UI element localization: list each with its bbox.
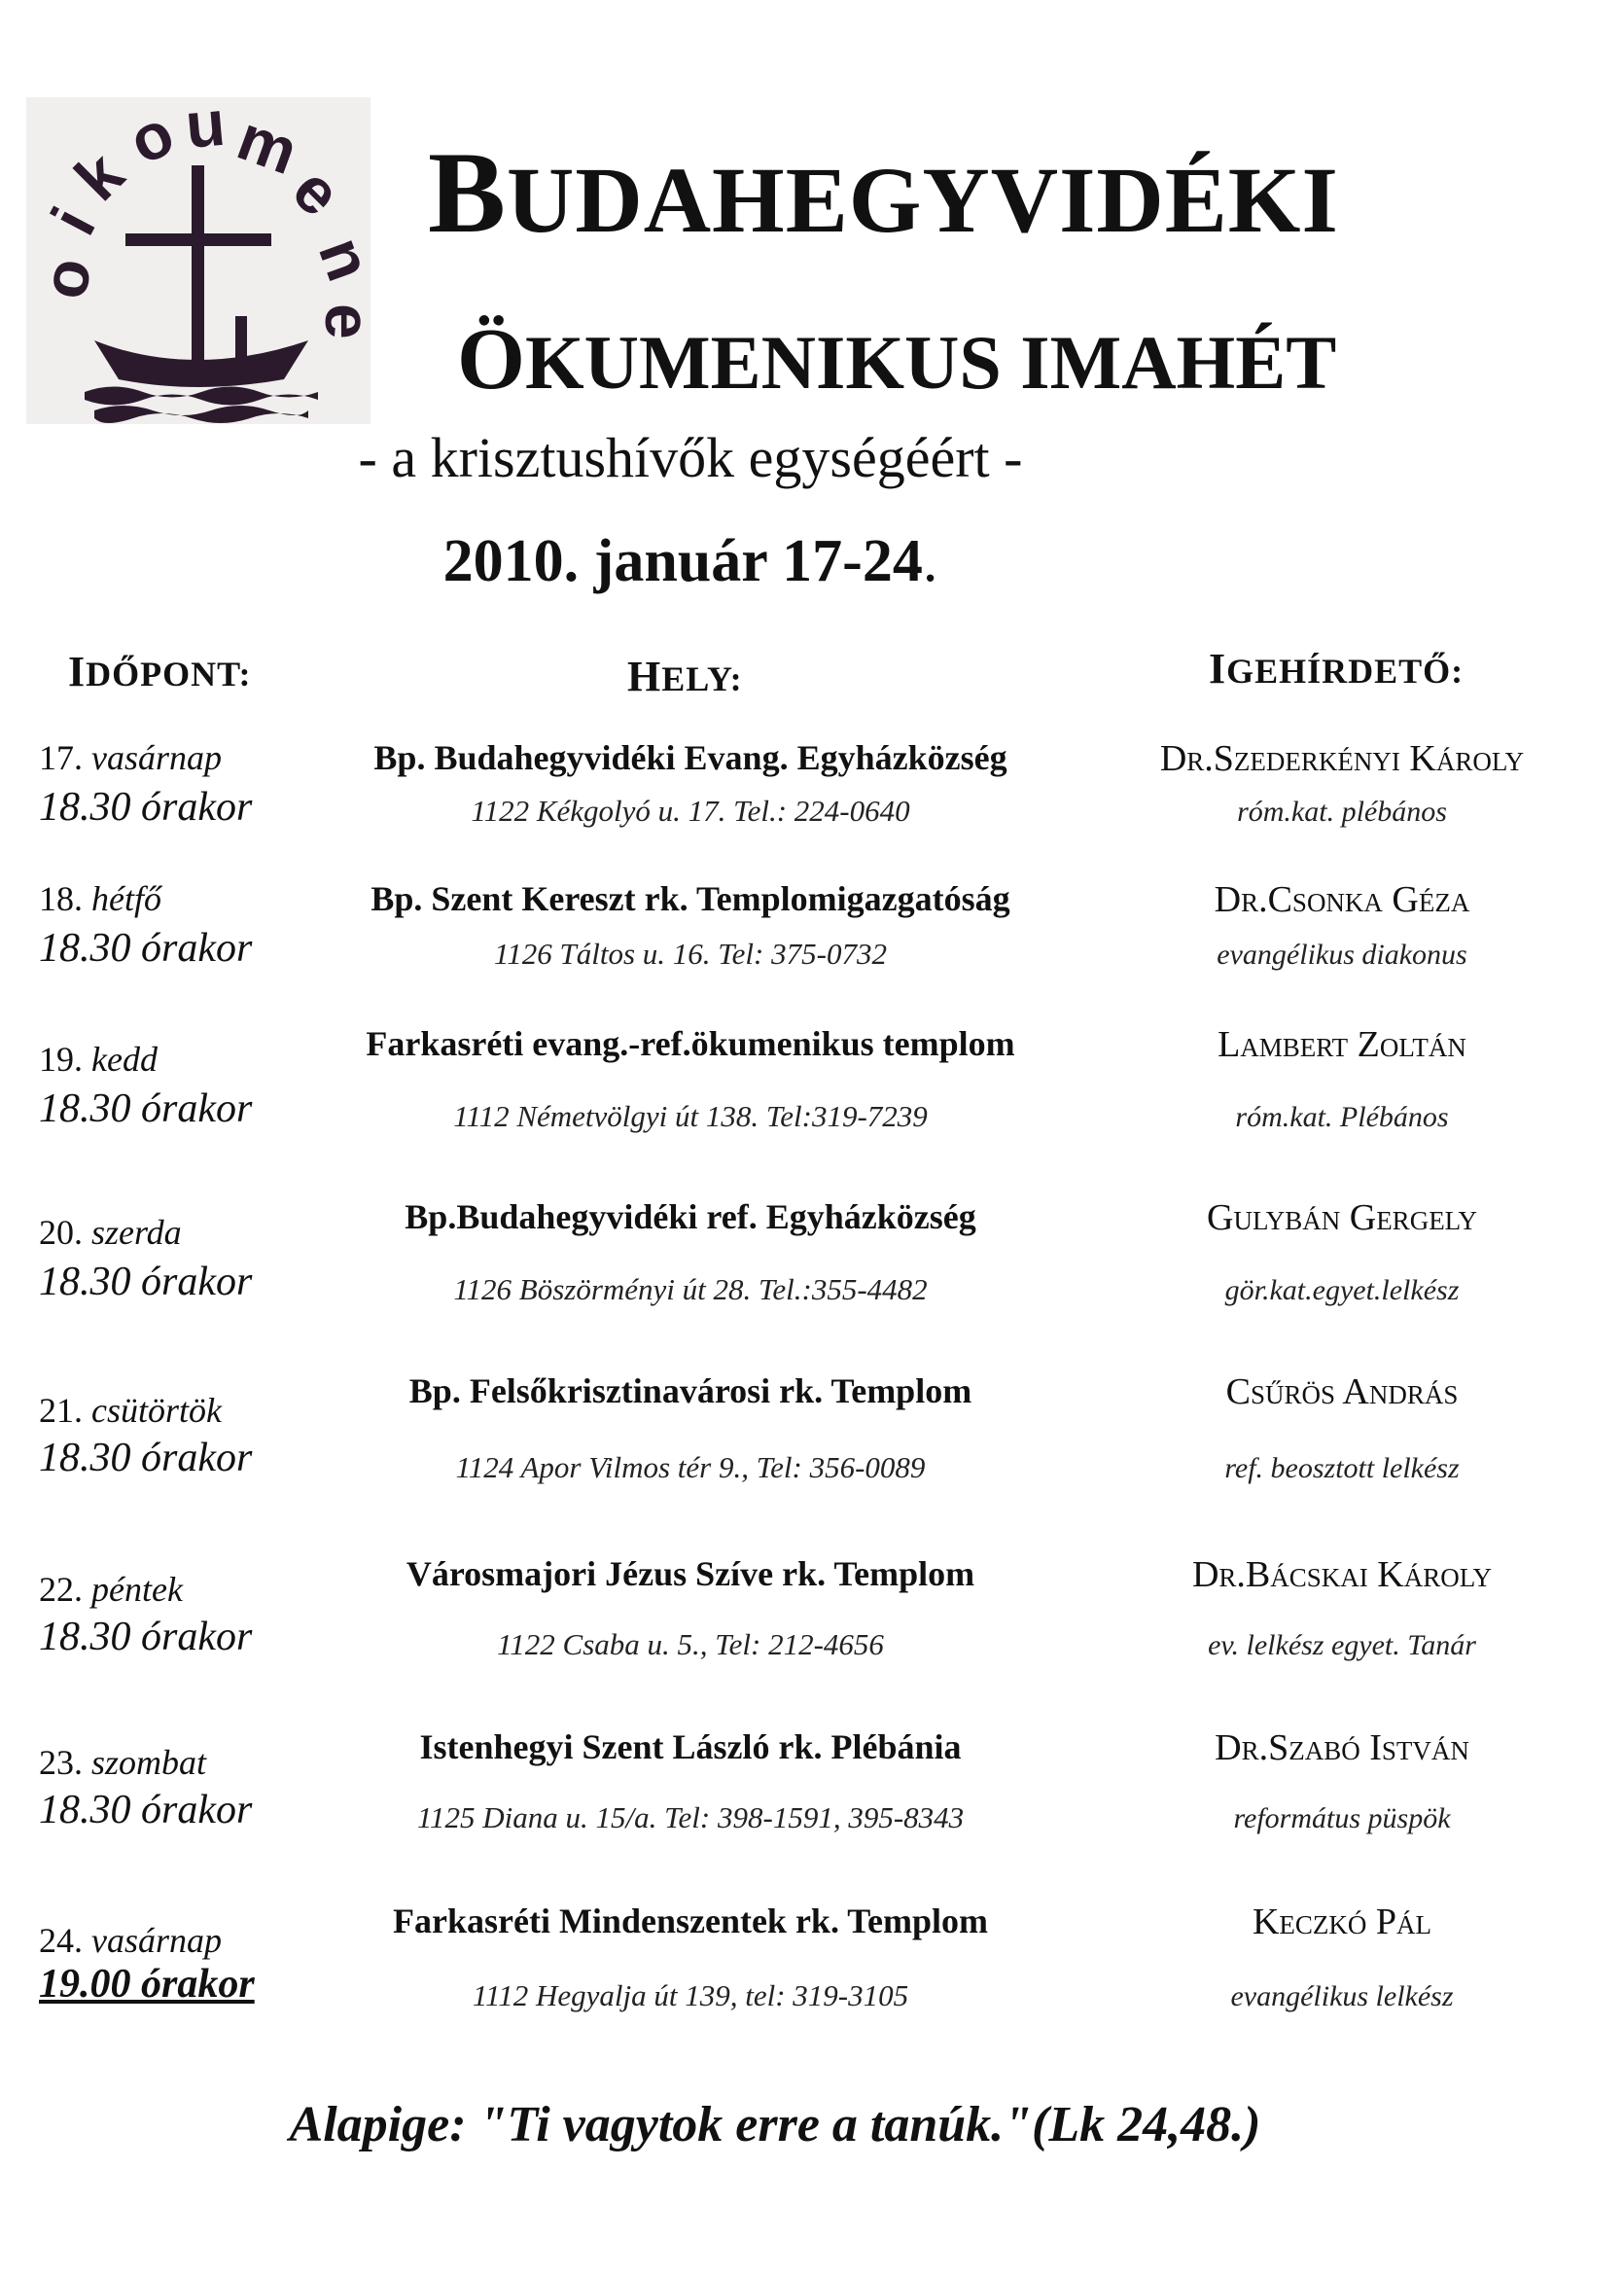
row-time: 19.00 órakor (39, 1962, 255, 2007)
row-day: 17. vasárnap (39, 738, 222, 777)
row-place: Bp.Budahegyvidéki ref. Egyházközség (405, 1197, 976, 1236)
svg-text:e: e (279, 153, 356, 230)
svg-text:e: e (312, 303, 384, 339)
svg-text:m: m (229, 100, 307, 189)
row-preacher: Dr.Szederkényi Károly (1159, 738, 1525, 779)
row-address: 1124 Apor Vilmos tér 9., Tel: 356-0089 (455, 1450, 926, 1484)
row-day: 19. kedd (39, 1040, 158, 1079)
row-time: 18.30 órakor (39, 1436, 253, 1480)
row-address: 1122 Kékgolyó u. 17. Tel.: 224-0640 (471, 794, 910, 828)
row-time: 18.30 órakor (39, 1615, 253, 1659)
row-preacher-role: ev. lelkész egyet. Tanár (1208, 1629, 1476, 1661)
row-preacher: Dr.Bácskai Károly (1191, 1554, 1493, 1595)
row-address: 1122 Csaba u. 5., Tel: 212-4656 (497, 1627, 884, 1661)
row-time: 18.30 órakor (39, 1260, 253, 1304)
row-preacher: Csűrös András (1225, 1371, 1459, 1412)
row-day: 21. csütörtök (39, 1391, 222, 1430)
row-address: 1126 Táltos u. 16. Tel: 375-0732 (494, 937, 887, 971)
row-address: 1126 Böszörményi út 28. Tel.:355-4482 (453, 1272, 928, 1306)
page-subtitle: ÖKUMENIKUS IMAHÉT (457, 311, 1337, 408)
svg-text:o: o (118, 95, 185, 178)
oikoumene-emblem-icon (26, 86, 387, 424)
column-header-preacher: IGEHÍRDETŐ: (1209, 645, 1465, 693)
row-preacher: Dr.Csonka Géza (1214, 879, 1470, 920)
row-preacher: Gulybán Gergely (1207, 1197, 1477, 1238)
row-address: 1125 Diana u. 15/a. Tel: 398-1591, 395-8343 (416, 1800, 965, 1834)
row-day: 20. szerda (39, 1213, 182, 1252)
row-preacher: Lambert Zoltán (1218, 1024, 1466, 1065)
row-day: 23. szombat (39, 1743, 207, 1782)
row-preacher: Keczkó Pál (1252, 1902, 1432, 1942)
row-time: 18.30 órakor (39, 785, 253, 830)
page-title: BUDAHEGYVIDÉKI (428, 127, 1339, 257)
svg-text:k: k (60, 137, 137, 214)
event-dates: 2010. január 17-24. (442, 528, 938, 594)
row-preacher: Dr.Szabó István (1215, 1727, 1469, 1768)
svg-text:o: o (26, 252, 105, 304)
row-place: Bp. Szent Kereszt rk. Templomigazgatóság (371, 879, 1010, 918)
row-place: Városmajori Jézus Szíve rk. Templom (406, 1554, 975, 1593)
row-preacher-role: református püspök (1233, 1802, 1451, 1834)
row-place: Farkasréti Mindenszentek rk. Templom (393, 1902, 988, 1940)
row-preacher-role: ref. beosztott lelkész (1224, 1452, 1460, 1484)
row-address: 1112 Németvölgyi út 138. Tel:319-7239 (453, 1099, 928, 1133)
svg-text:i: i (37, 196, 109, 246)
row-day: 22. péntek (39, 1570, 183, 1609)
row-preacher-role: evangélikus diakonus (1217, 939, 1467, 971)
row-place: Farkasréti evang.-ref.ökumenikus templom (366, 1024, 1015, 1063)
row-preacher-role: róm.kat. Plébános (1235, 1101, 1449, 1133)
tagline: - a krisztushívők egységéért - (358, 426, 1023, 489)
row-place: Istenhegyi Szent László rk. Plébánia (419, 1727, 962, 1766)
row-preacher-role: evangélikus lelkész (1230, 1980, 1454, 2012)
row-day: 18. hétfő (39, 879, 161, 918)
svg-text:u: u (182, 86, 229, 161)
row-time: 18.30 órakor (39, 1788, 253, 1832)
svg-text:n: n (304, 228, 387, 290)
oikoumene-logo (26, 86, 387, 424)
row-time: 18.30 órakor (39, 1086, 253, 1131)
row-place: Bp. Budahegyvidéki Evang. Egyházközség (373, 738, 1007, 777)
column-header-time: IDŐPONT: (68, 648, 252, 695)
row-place: Bp. Felsőkrisztinavárosi rk. Templom (408, 1371, 972, 1410)
row-day: 24. vasárnap (39, 1921, 222, 1960)
column-header-place: HELY: (627, 653, 743, 700)
row-preacher-role: róm.kat. plébános (1237, 796, 1447, 828)
row-preacher-role: gör.kat.egyet.lelkész (1224, 1274, 1460, 1306)
motto: Alapige: "Ti vagytok erre a tanúk."(Lk 24,48.) (289, 2097, 1261, 2152)
row-time: 18.30 órakor (39, 926, 253, 971)
row-address: 1112 Hegyalja út 139, tel: 319-3105 (472, 1978, 909, 2012)
